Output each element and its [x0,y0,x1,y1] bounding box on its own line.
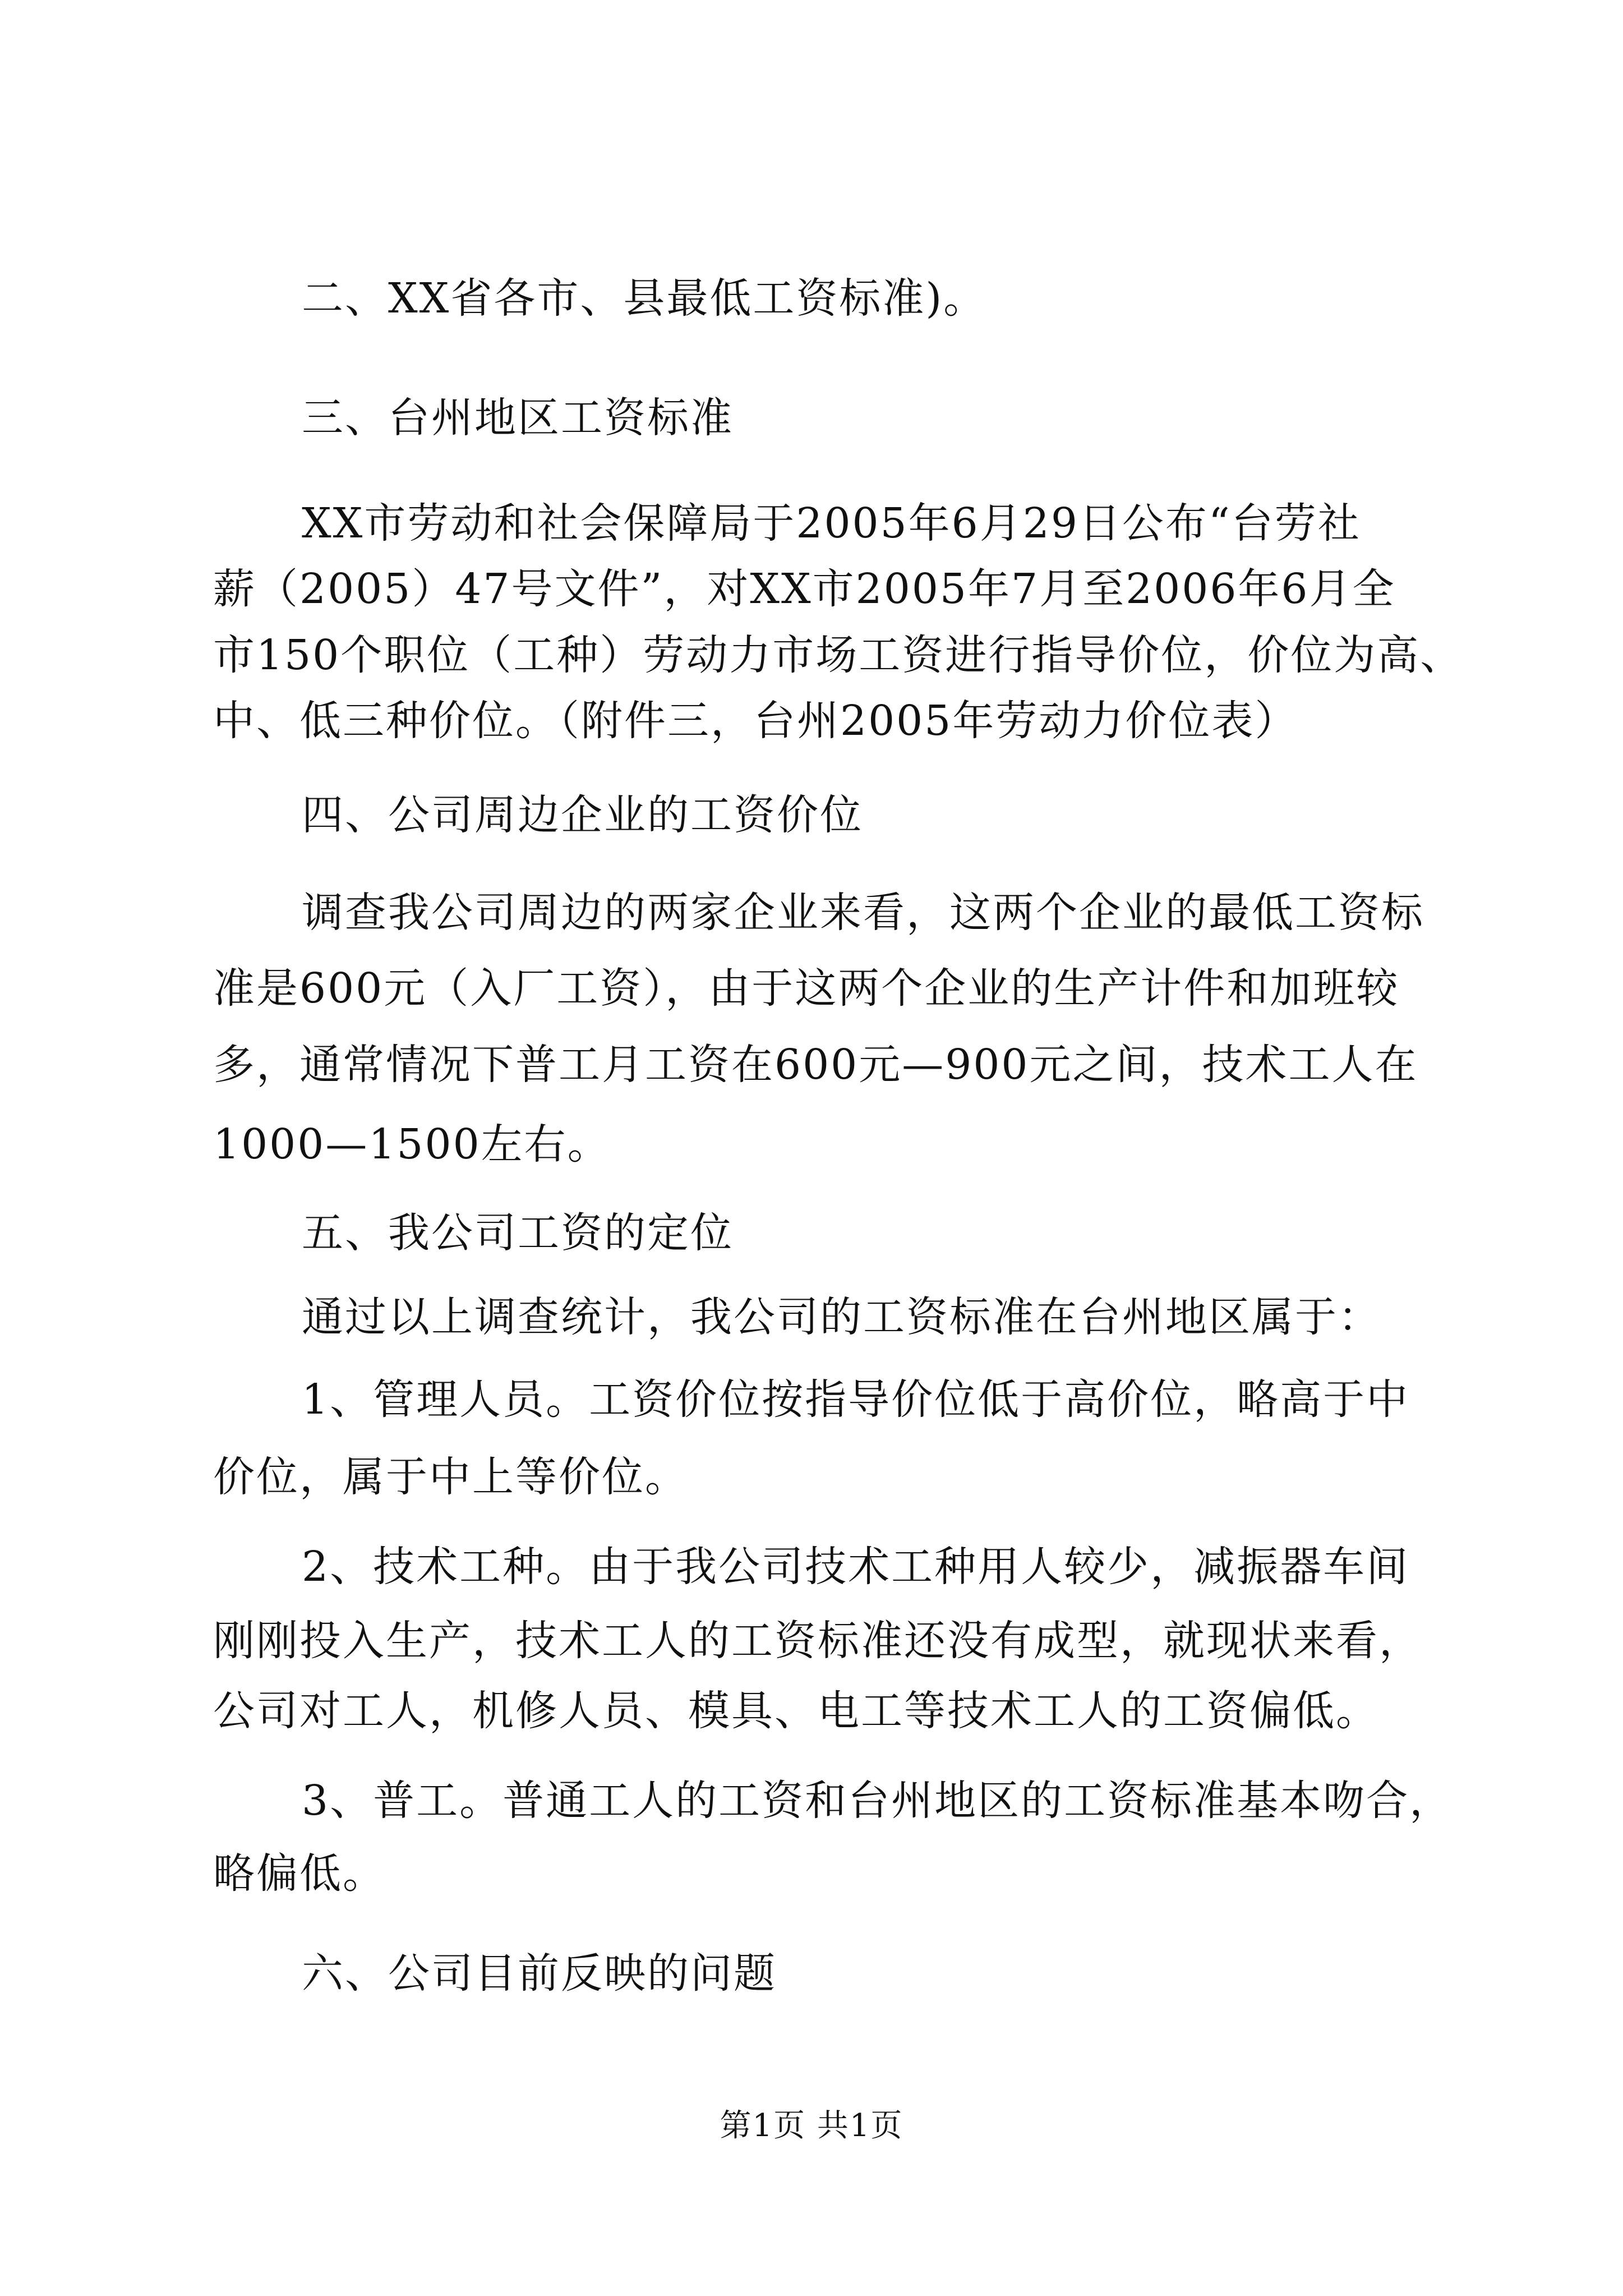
section-heading: 二、XX省各市、县最低工资标准)。 [302,274,987,323]
paragraph-line: 1000—1500左右。 [213,1120,611,1168]
page-footer: 第1页 共1页 [720,2108,903,2144]
list-item-line: 刚刚投入生产，技术工人的工资标准还没有成型，就现状来看， [213,1617,1422,1665]
section-heading: 三、台州地区工资标准 [302,394,734,442]
list-item-line: 1、管理人员。工资价位按指导价位低于高价位，略高于中 [302,1375,1410,1424]
paragraph-line: 准是600元（入厂工资），由于这两个企业的生产计件和加班较 [213,964,1400,1013]
paragraph-line: 市150个职位（工种）劳动力市场工资进行指导价位，价位为高、 [213,631,1464,679]
list-item-line: 3、普工。普通工人的工资和台州地区的工资标准基本吻合， [302,1777,1453,1825]
paragraph-line: 多，通常情况下普工月工资在600元—900元之间，技术工人在 [213,1041,1418,1089]
paragraph-line: 薪（2005）47号文件”，对XX市2005年7月至2006年6月全 [213,565,1396,613]
section-heading: 五、我公司工资的定位 [302,1209,734,1257]
list-item-line: 价位，属于中上等价位。 [213,1453,688,1501]
section-heading: 六、公司目前反映的问题 [302,1949,777,1998]
paragraph-line: XX市劳动和社会保障局于2005年6月29日公布“台劳社 [302,499,1361,547]
section-heading: 四、公司周边企业的工资价位 [302,791,863,839]
paragraph-line: 中、低三种价位。（附件三，台州2005年劳动力价位表） [213,697,1298,745]
list-item-line: 公司对工人，机修人员、模具、电工等技术工人的工资偏低。 [213,1687,1379,1735]
list-item-line: 略偏低。 [213,1849,386,1898]
paragraph-line: 调查我公司周边的两家企业来看，这两个企业的最低工资标 [302,889,1424,937]
list-item-line: 2、技术工种。由于我公司技术工种用人较少，减振器车间 [302,1543,1410,1591]
paragraph-line: 通过以上调查统计，我公司的工资标准在台州地区属于： [302,1293,1381,1341]
